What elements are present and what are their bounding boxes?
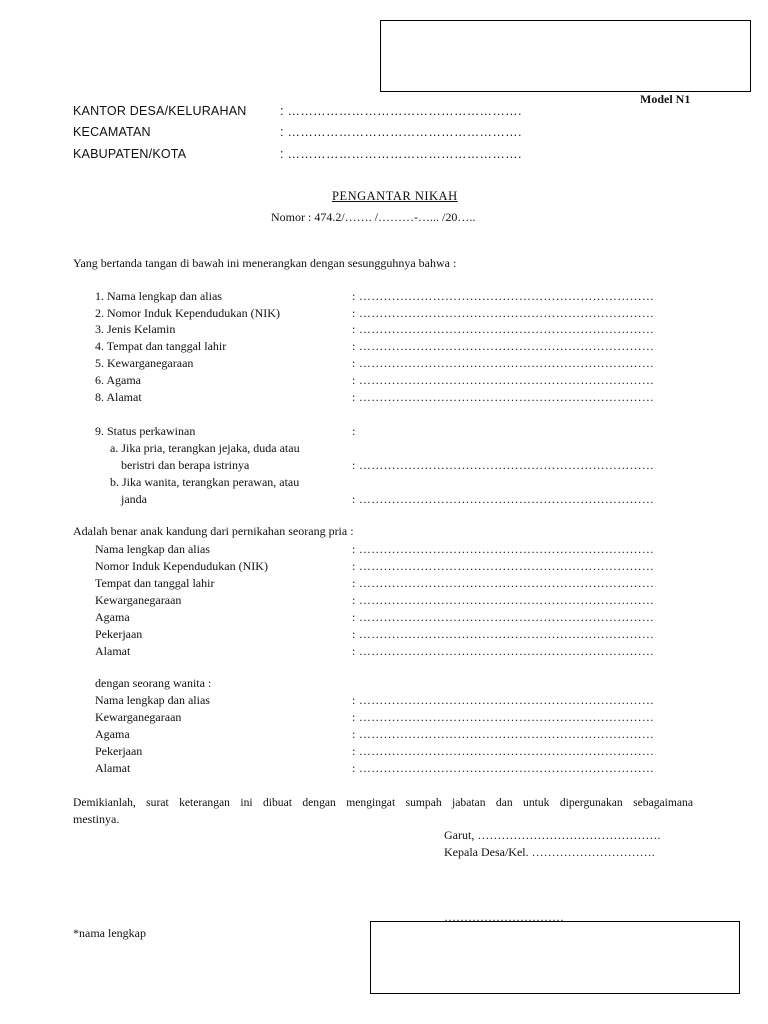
header-label-desa: KANTOR DESA/KELURAHAN [73,104,247,118]
header-value-desa: : ………………………………………………. [280,104,522,118]
field-value: : ……………………………………………………………… [352,339,655,353]
field-value: : ……………………………………………………………… [352,761,655,775]
status-b-line2: janda [121,492,147,506]
model-label: Model N1 [640,92,691,106]
field-label: 5. Kewarganegaraan [95,356,194,370]
field-label: 6. Agama [95,373,141,387]
field-label: 1. Nama lengkap dan alias [95,289,222,303]
field-value: : ……………………………………………………………… [352,593,655,607]
field-label: Tempat dan tanggal lahir [95,576,215,590]
closing-line1: Demikianlah, surat keterangan ini dibuat dengan mengingat sumpah jabatan dan untuk dipergunakan sebagaimana [73,796,693,809]
field-label: 4. Tempat dan tanggal lahir [95,339,227,353]
field-value: : ……………………………………………………………… [352,542,655,556]
closing-paragraph [73,794,693,828]
field-label: 3. Jenis Kelamin [95,322,176,336]
footnote: *nama lengkap [73,926,146,940]
status-b-line1: b. Jika wanita, terangkan perawan, atau [110,475,300,489]
field-label: Nama lengkap dan alias [95,542,210,556]
field-value: : ……………………………………………………………… [352,289,655,303]
field-value: : ……………………………………………………………… [352,693,655,707]
intro-text: Yang bertanda tangan di bawah ini menerangkan dengan sesungguhnya bahwa : [73,256,457,270]
bottom-blank-box [370,921,740,994]
status-colon: : [352,424,356,438]
field-label: Nomor Induk Kependudukan (NIK) [95,559,268,573]
mother-intro: dengan seorang wanita : [95,676,212,690]
field-value: : ……………………………………………………………… [352,390,655,404]
field-value: : ……………………………………………………………… [352,373,655,387]
field-value: : ……………………………………………………………… [352,610,655,624]
header-label-kecamatan: KECAMATAN [73,125,151,139]
header-label-kabupaten: KABUPATEN/KOTA [73,147,187,161]
field-value: : ……………………………………………………………… [352,644,655,658]
field-label: Pekerjaan [95,744,143,758]
field-value: : ……………………………………………………………… [352,306,655,320]
field-label: Alamat [95,644,131,658]
status-a-value: : ……………………………………………………………… [352,458,655,472]
field-label: Pekerjaan [95,627,143,641]
signer-title: Kepala Desa/Kel. …………………………. [444,845,655,859]
document-number: Nomor : 474.2/……. /………-…... /20….. [271,210,476,224]
place-date: Garut, ………………………………………. [444,828,661,842]
document-title: PENGANTAR NIKAH [332,189,458,203]
top-blank-box [380,20,751,92]
field-value: : ……………………………………………………………… [352,559,655,573]
field-value: : ……………………………………………………………… [352,627,655,641]
field-value: : ……………………………………………………………… [352,744,655,758]
field-label: Alamat [95,761,131,775]
field-value: : ……………………………………………………………… [352,322,655,336]
field-label: Kewarganegaraan [95,593,182,607]
status-a-line1: a. Jika pria, terangkan jejaka, duda atau [110,441,300,455]
status-a-line2: beristri dan berapa istrinya [121,458,250,472]
father-intro: Adalah benar anak kandung dari pernikahan seorang pria : [73,524,354,538]
field-label: Kewarganegaraan [95,710,182,724]
field-value: : ……………………………………………………………… [352,727,655,741]
status-label: 9. Status perkawinan [95,424,196,438]
field-value: : ……………………………………………………………… [352,356,655,370]
closing-line2: mestinya. [73,812,120,826]
field-value: : ……………………………………………………………… [352,710,655,724]
field-label: 2. Nomor Induk Kependudukan (NIK) [95,306,280,320]
field-label: Agama [95,727,130,741]
status-b-value: : ……………………………………………………………… [352,492,655,506]
field-label: Nama lengkap dan alias [95,693,210,707]
header-value-kabupaten: : ………………………………………………. [280,147,522,161]
field-label: Agama [95,610,130,624]
field-value: : ……………………………………………………………… [352,576,655,590]
header-value-kecamatan: : ………………………………………………. [280,125,522,139]
signature-line: ………………………… [444,910,564,924]
field-label: 8. Alamat [95,390,142,404]
